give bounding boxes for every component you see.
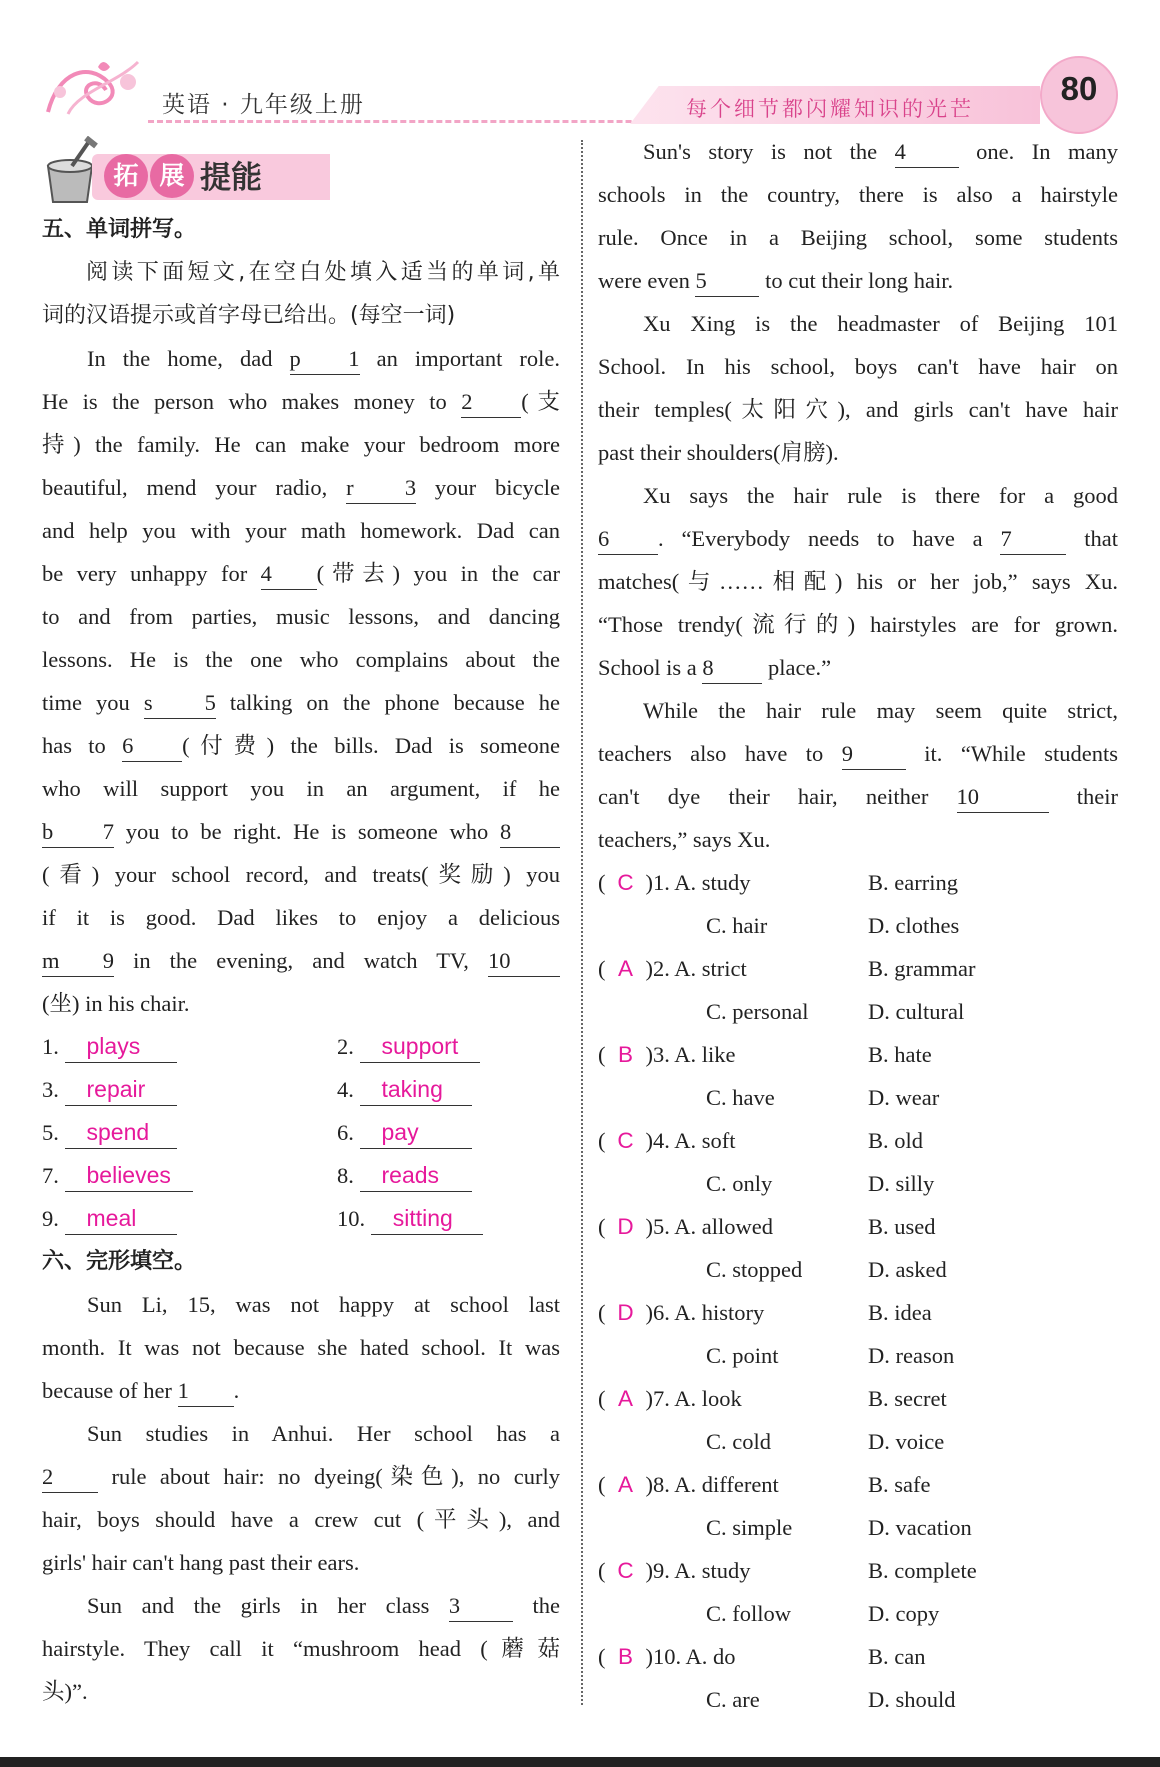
text-run: that — [1066, 526, 1118, 551]
question-options-row — [598, 1506, 1118, 1549]
paren-close: ) — [645, 1300, 653, 1325]
option-d: D. reason — [868, 1343, 955, 1368]
question-row — [598, 1463, 1118, 1506]
option-b: B. earring — [868, 870, 958, 895]
paren-open: ( — [598, 1042, 606, 1067]
text-run: rule. Once in a Beijing school, some students — [598, 225, 1118, 250]
paren-close: ) — [645, 1644, 653, 1669]
text-run: talking on the phone because he — [215, 690, 560, 715]
book-title: 英语 · 九年级上册 — [162, 92, 365, 118]
passage-line — [598, 474, 1118, 517]
passage-line — [42, 638, 560, 681]
question-answer: A — [617, 956, 633, 981]
option-a: A. like — [674, 1042, 736, 1067]
paren-open: ( — [598, 1472, 606, 1497]
badge-title: 提能 — [200, 160, 262, 196]
question-row — [598, 861, 1118, 904]
question-main — [598, 1635, 868, 1678]
paren-close: ) — [645, 1472, 653, 1497]
text-run: time you — [42, 690, 144, 715]
text-run: one. In many — [958, 139, 1118, 164]
question-options-row — [598, 1678, 1118, 1721]
question-options-row — [598, 1420, 1118, 1463]
option-c: C. cold — [706, 1429, 771, 1454]
option-a: A. look — [674, 1386, 742, 1411]
answer-item — [337, 1068, 560, 1111]
badge-char-2: 展 — [150, 154, 194, 198]
text-run: He is the person who makes money to — [42, 389, 462, 414]
passage-line — [42, 681, 560, 724]
column-divider — [581, 140, 583, 1705]
passage-line — [42, 810, 560, 853]
answer-value: plays — [65, 1030, 177, 1063]
text-run: Xu says the hair rule is there for a good — [643, 483, 1118, 508]
question-main — [598, 861, 868, 904]
question-row — [598, 1635, 1118, 1678]
paren-close: ) — [645, 1128, 653, 1153]
text-run: (付费) the bills. Dad is someone — [182, 733, 560, 758]
text-run: has to — [42, 733, 123, 758]
question-answer: C — [617, 870, 634, 895]
passage-line — [42, 1326, 560, 1369]
question-main — [598, 1291, 868, 1334]
question-row — [598, 1033, 1118, 1076]
text-run: . — [233, 1378, 240, 1403]
option-b: B. used — [868, 1214, 936, 1239]
answer-number: 6. — [337, 1120, 360, 1145]
fill-blank[interactable]: 6 — [122, 731, 182, 762]
question-row — [598, 1291, 1118, 1334]
text-run: because of her — [42, 1378, 178, 1403]
text-run: hair, boys should have a crew cut (平头), and — [42, 1507, 560, 1532]
passage-line — [42, 1455, 560, 1498]
answer-item — [42, 1197, 337, 1240]
option-b: B. safe — [868, 1472, 931, 1497]
option-b: B. complete — [868, 1558, 977, 1583]
question-number: 6. — [653, 1300, 675, 1325]
paren-open: ( — [598, 1128, 606, 1153]
fill-blank[interactable]: 2 — [461, 387, 521, 418]
section-5-passage — [42, 337, 560, 1025]
question-options-row — [598, 1162, 1118, 1205]
question-number: 8. — [653, 1472, 675, 1497]
question-answer: C — [617, 1128, 634, 1153]
option-a: A. do — [685, 1644, 736, 1669]
question-main — [598, 1205, 868, 1248]
question-number: 4. — [653, 1128, 675, 1153]
section-6-questions — [598, 861, 1118, 1721]
text-run: past their shoulders(肩膀). — [598, 440, 839, 465]
passage-line — [42, 1412, 560, 1455]
text-run: were even — [598, 268, 696, 293]
fill-blank[interactable]: 7 — [1000, 524, 1066, 555]
text-run: Sun and the girls in her class — [87, 1593, 449, 1618]
question-number: 1. — [653, 870, 675, 895]
question-options-row — [598, 1248, 1118, 1291]
option-b: B. old — [868, 1128, 924, 1153]
passage-line — [42, 896, 560, 939]
text-run: if it is good. Dad likes to enjoy a delicious — [42, 905, 560, 930]
answer-item — [42, 1154, 337, 1197]
passage-line — [598, 646, 1118, 689]
text-run: and help you with your math homework. Dad can — [42, 518, 560, 543]
question-main — [598, 1463, 868, 1506]
text-run: Sun Li, 15, was not happy at school last — [87, 1292, 560, 1317]
section-6-title: 六、完形填空。 — [42, 1249, 197, 1274]
section-5-title: 五、单词拼写。 — [42, 217, 197, 242]
passage-line — [598, 431, 1118, 474]
answer-item — [42, 1025, 337, 1068]
text-run: can't dye their hair, neither — [598, 784, 957, 809]
passage-line — [42, 509, 560, 552]
fill-blank[interactable]: 8 — [500, 817, 560, 848]
paren-close: ) — [645, 956, 653, 981]
answer-item — [337, 1025, 560, 1068]
option-b: B. can — [868, 1644, 926, 1669]
text-run: lessons. He is the one who complains about the — [42, 647, 560, 672]
option-d: D. voice — [868, 1429, 945, 1454]
paren-close: ) — [645, 1386, 653, 1411]
question-answer: B — [617, 1644, 633, 1669]
answer-number: 2. — [337, 1034, 360, 1059]
fill-blank[interactable]: 2 — [42, 1462, 98, 1493]
option-a: A. study — [674, 1558, 751, 1583]
option-d: D. clothes — [868, 913, 960, 938]
option-d: D. vacation — [868, 1515, 972, 1540]
text-run: in the evening, and watch TV, — [114, 948, 488, 973]
text-run: Sun studies in Anhui. Her school has a — [87, 1421, 560, 1446]
text-run: you to be right. He is someone who — [114, 819, 500, 844]
text-run: their — [1048, 784, 1119, 809]
text-run: an important role. — [359, 346, 560, 371]
paren-close: ) — [645, 1558, 653, 1583]
section-5-instruction-line: 阅读下面短文,在空白处填入适当的单词,单 — [86, 260, 560, 285]
answer-item — [337, 1197, 560, 1240]
text-run: While the hair rule may seem quite strict, — [643, 698, 1118, 723]
badge-char-1: 拓 — [104, 154, 148, 198]
answer-number: 4. — [337, 1077, 360, 1102]
option-b: B. grammar — [868, 956, 976, 981]
answer-item — [337, 1111, 560, 1154]
passage-line — [42, 337, 560, 380]
text-run: School is a — [598, 655, 703, 680]
text-run: In the home, dad — [87, 346, 290, 371]
passage-line — [598, 689, 1118, 732]
question-answer: D — [617, 1300, 634, 1325]
question-answer: A — [617, 1386, 633, 1411]
option-d: D. silly — [868, 1171, 935, 1196]
question-main — [598, 1549, 868, 1592]
text-run: hairstyle. They call it “mushroom head (蘑菇 — [42, 1636, 560, 1661]
question-options-row — [598, 1592, 1118, 1635]
passage-line — [598, 345, 1118, 388]
fill-blank[interactable]: p 1 — [290, 344, 360, 375]
passage-line — [42, 1369, 560, 1412]
passage-line — [598, 560, 1118, 603]
text-run: month. It was not because she hated school. It was — [42, 1335, 560, 1360]
question-answer: A — [617, 1472, 633, 1497]
text-run: it. “While students — [905, 741, 1118, 766]
option-d: D. copy — [868, 1601, 940, 1626]
question-main — [598, 947, 868, 990]
right-column — [598, 130, 1118, 1721]
text-run: be very unhappy for — [42, 561, 261, 586]
passage-line — [42, 853, 560, 896]
passage-line — [42, 1627, 560, 1670]
text-run: schools in the country, there is also a hairstyle — [598, 182, 1118, 207]
bottom-edge — [0, 1757, 1160, 1767]
answer-value: spend — [65, 1116, 177, 1149]
question-row — [598, 1377, 1118, 1420]
passage-line — [42, 1541, 560, 1584]
text-run: to and from parties, music lessons, and dancing — [42, 604, 560, 629]
passage-line — [42, 595, 560, 638]
passage-line — [42, 1498, 560, 1541]
section-5-answers — [42, 1025, 560, 1240]
option-b: B. idea — [868, 1300, 932, 1325]
question-options-row — [598, 1076, 1118, 1119]
text-run: their temples(太阳穴), and girls can't have hair — [598, 397, 1118, 422]
text-run: School. In his school, boys can't have hair on — [598, 354, 1118, 379]
question-number: 9. — [653, 1558, 675, 1583]
passage-line — [42, 1670, 560, 1713]
answer-item — [42, 1111, 337, 1154]
question-answer: D — [617, 1214, 634, 1239]
question-number: 2. — [653, 956, 675, 981]
option-c: C. stopped — [706, 1257, 803, 1282]
fill-blank[interactable]: 6 — [598, 524, 658, 555]
question-options-row — [598, 990, 1118, 1033]
option-a: A. strict — [674, 956, 747, 981]
fill-blank[interactable]: m 9 — [42, 946, 114, 977]
text-run: (看) your school record, and treats(奖励) you — [42, 862, 560, 887]
option-d: D. should — [868, 1687, 956, 1712]
paren-open: ( — [598, 1300, 606, 1325]
question-answer: B — [617, 1042, 633, 1067]
answer-item — [337, 1154, 560, 1197]
text-run: “Those trendy(流行的) hairstyles are for grown. — [598, 612, 1118, 637]
passage-line — [598, 130, 1118, 173]
text-run: teachers,” says Xu. — [598, 827, 771, 852]
answer-value: sitting — [371, 1202, 483, 1235]
text-run: (支 — [521, 389, 560, 414]
passage-line — [598, 818, 1118, 861]
answer-number: 9. — [42, 1206, 65, 1231]
text-run: rule about hair: no dyeing(染色), no curly — [98, 1464, 560, 1489]
option-a: A. soft — [674, 1128, 736, 1153]
passage-line — [598, 173, 1118, 216]
option-c: C. hair — [706, 913, 768, 938]
option-a: A. history — [674, 1300, 765, 1325]
text-run: matches(与……相配) his or her job,” says Xu. — [598, 569, 1118, 594]
text-run: Xu Xing is the headmaster of Beijing 101 — [643, 311, 1118, 336]
answer-number: 5. — [42, 1120, 65, 1145]
passage-line — [42, 466, 560, 509]
text-run: to cut their long hair. — [759, 268, 954, 293]
passage-line — [42, 724, 560, 767]
question-number: 10. — [653, 1644, 686, 1669]
option-c: C. simple — [706, 1515, 793, 1540]
option-a: A. study — [674, 870, 751, 895]
section-6-passage-right — [598, 130, 1118, 861]
paren-open: ( — [598, 1644, 606, 1669]
question-options-row — [598, 1334, 1118, 1377]
text-run: place.” — [762, 655, 832, 680]
question-row — [598, 1119, 1118, 1162]
fill-blank[interactable]: 4 — [261, 559, 317, 590]
passage-line — [42, 939, 560, 982]
paren-open: ( — [598, 1214, 606, 1239]
paren-close: ) — [645, 1214, 653, 1239]
option-b: B. hate — [868, 1042, 932, 1067]
fill-blank[interactable]: 8 — [702, 653, 762, 684]
answer-number: 8. — [337, 1163, 360, 1188]
text-run: . “Everybody needs to have a — [658, 526, 1001, 551]
text-run: 持) the family. He can make your bedroom more — [42, 432, 560, 457]
question-row — [598, 1205, 1118, 1248]
left-column — [42, 132, 560, 1713]
question-row — [598, 1549, 1118, 1592]
answer-value: reads — [360, 1159, 472, 1192]
answer-value: meal — [65, 1202, 177, 1235]
text-run: who will support you in an argument, if he — [42, 776, 560, 801]
option-c: C. have — [706, 1085, 775, 1110]
question-number: 3. — [653, 1042, 675, 1067]
option-d: D. cultural — [868, 999, 965, 1024]
option-c: C. personal — [706, 999, 809, 1024]
paren-open: ( — [598, 1558, 606, 1583]
answer-number: 7. — [42, 1163, 65, 1188]
fill-blank[interactable]: b 7 — [42, 817, 114, 848]
text-run: girls' hair can't hang past their ears. — [42, 1550, 360, 1575]
paren-open: ( — [598, 956, 606, 981]
answer-item — [42, 1068, 337, 1111]
answer-value: pay — [360, 1116, 472, 1149]
passage-line — [598, 388, 1118, 431]
fill-blank[interactable]: r 3 — [346, 473, 416, 504]
text-run: (带去) you in the car — [316, 561, 560, 586]
fill-blank[interactable]: 10 — [957, 782, 1049, 813]
passage-line — [598, 517, 1118, 560]
text-run: your bicycle — [416, 475, 560, 500]
option-a: A. allowed — [674, 1214, 773, 1239]
page-header — [0, 0, 1160, 135]
question-answer: C — [617, 1558, 634, 1583]
floral-flourish-icon — [38, 52, 148, 122]
option-c: C. point — [706, 1343, 779, 1368]
answer-value: taking — [360, 1073, 472, 1106]
option-c: C. are — [706, 1687, 760, 1712]
fill-blank[interactable]: 3 — [449, 1591, 513, 1622]
passage-line — [598, 302, 1118, 345]
text-run: 头)”. — [42, 1679, 88, 1704]
passage-line — [598, 775, 1118, 818]
text-run: Sun's story is not the — [643, 139, 895, 164]
text-run: (坐) in his chair. — [42, 991, 190, 1016]
answer-number: 1. — [42, 1034, 65, 1059]
question-main — [598, 1033, 868, 1076]
answer-value: believes — [65, 1159, 193, 1192]
text-run: the — [512, 1593, 560, 1618]
option-c: C. follow — [706, 1601, 792, 1626]
section-6-passage-left — [42, 1283, 560, 1713]
option-a: A. different — [674, 1472, 779, 1497]
paren-close: ) — [645, 1042, 653, 1067]
paren-open: ( — [598, 870, 606, 895]
option-b: B. secret — [868, 1386, 947, 1411]
answer-value: support — [360, 1030, 481, 1063]
passage-line — [42, 552, 560, 595]
fill-blank[interactable]: 9 — [842, 739, 906, 770]
option-d: D. asked — [868, 1257, 947, 1282]
option-d: D. wear — [868, 1085, 940, 1110]
fill-blank[interactable]: 10 — [488, 946, 560, 977]
passage-line — [598, 216, 1118, 259]
question-main — [598, 1119, 868, 1162]
answer-value: repair — [65, 1073, 177, 1106]
fill-blank[interactable]: 1 — [178, 1376, 234, 1407]
paren-open: ( — [598, 1386, 606, 1411]
question-number: 7. — [653, 1386, 675, 1411]
page-number: 80 — [1060, 70, 1098, 107]
section-badge — [42, 132, 560, 206]
section-5-instruction-line: 词的汉语提示或首字母已给出。(每空一词) — [42, 303, 456, 328]
passage-line — [598, 259, 1118, 302]
passage-line — [598, 732, 1118, 775]
fill-blank[interactable]: s 5 — [144, 688, 216, 719]
text-run: teachers also have to — [598, 741, 842, 766]
answer-number: 10. — [337, 1206, 371, 1231]
question-main — [598, 1377, 868, 1420]
question-options-row — [598, 904, 1118, 947]
passage-line — [42, 1283, 560, 1326]
fill-blank[interactable]: 4 — [895, 137, 959, 168]
text-run: beautiful, mend your radio, — [42, 475, 347, 500]
passage-line — [42, 380, 560, 423]
passage-line — [42, 982, 560, 1025]
slogan-text: 每个细节都闪耀知识的光芒 — [686, 97, 974, 121]
passage-line — [42, 423, 560, 466]
answer-number: 3. — [42, 1077, 65, 1102]
paren-close: ) — [645, 870, 653, 895]
question-number: 5. — [653, 1214, 675, 1239]
question-row — [598, 947, 1118, 990]
passage-line — [42, 767, 560, 810]
passage-line — [42, 1584, 560, 1627]
option-c: C. only — [706, 1171, 773, 1196]
fill-blank[interactable]: 5 — [695, 266, 759, 297]
passage-line — [598, 603, 1118, 646]
